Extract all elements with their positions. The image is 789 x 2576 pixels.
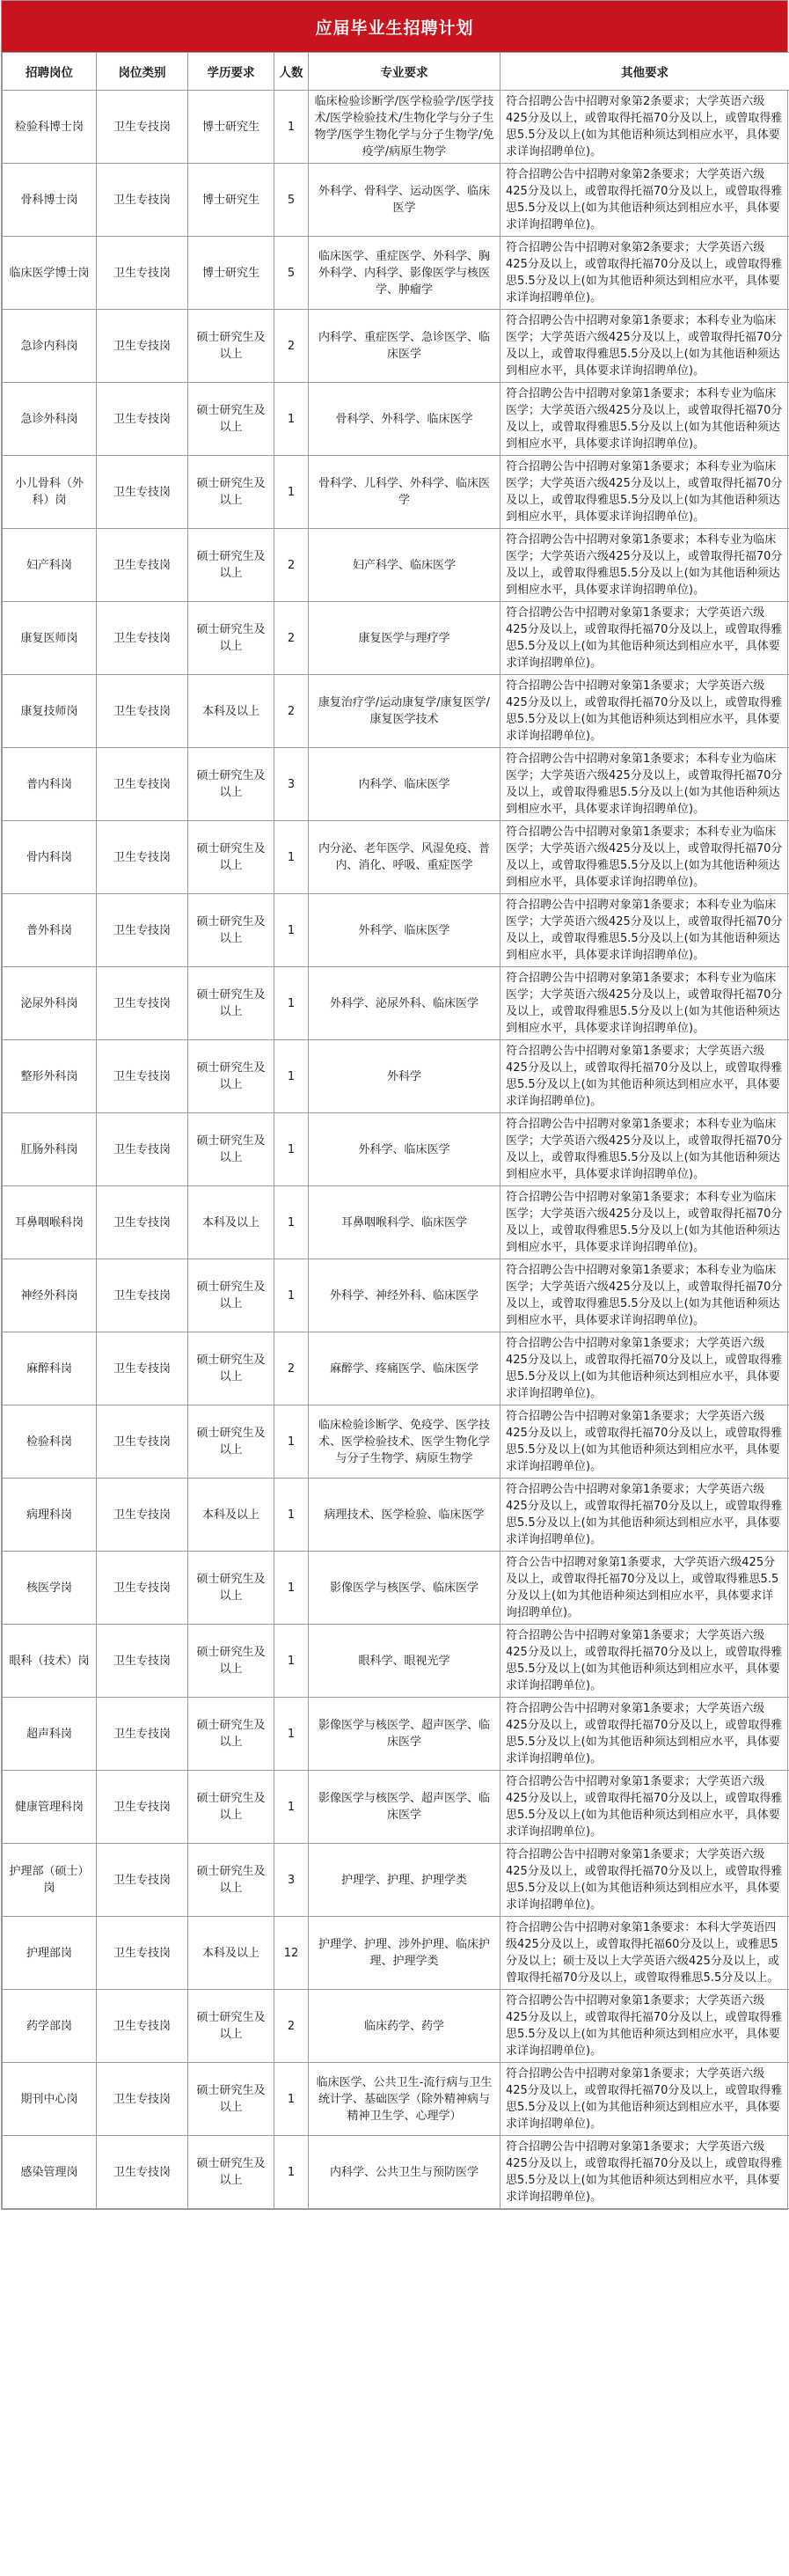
- table-cell-major: 内分泌、老年医学、风湿免疫、普内、消化、呼吸、重症医学: [309, 821, 500, 894]
- table-cell-major: 外科学、骨科学、运动医学、临床医学: [309, 164, 500, 237]
- table-cell-post: 康复医师岗: [3, 602, 97, 675]
- table-cell-major: 外科学、临床医学: [309, 1113, 500, 1186]
- table-cell-post: 临床医学博士岗: [3, 237, 97, 310]
- header-major: 专业要求: [309, 53, 500, 91]
- table-cell-other: 符合招聘公告中招聘对象第1条要求；大学英语六级425分及以上，或曾取得托福70分及以上，或曾取得雅思5.5分及以上(如为其他语种须达到相应水平，具体要求详询招聘单位)。: [500, 675, 789, 748]
- table-cell-count: 1: [274, 1113, 309, 1186]
- table-row: [3, 821, 789, 894]
- table-cell-education: 本科及以上: [188, 1917, 274, 1990]
- table-cell-major: 麻醉学、疼痛医学、临床医学: [309, 1332, 500, 1405]
- table-cell-category: 卫生专技岗: [97, 1186, 188, 1259]
- table-cell-post: 急诊内科岗: [3, 310, 97, 383]
- table-cell-category: 卫生专技岗: [97, 2063, 188, 2136]
- table-cell-other: 符合招聘公告中招聘对象第2条要求；大学英语六级425分及以上，或曾取得托福70分及以上，或曾取得雅思5.5分及以上(如为其他语种须达到相应水平，具体要求详询招聘单位)。: [500, 164, 789, 237]
- table-cell-post: 神经外科岗: [3, 1259, 97, 1332]
- table-cell-education: 本科及以上: [188, 1186, 274, 1259]
- table-cell-major: 耳鼻咽喉科学、临床医学: [309, 1186, 500, 1259]
- table-cell-major: 病理技术、医学检验、临床医学: [309, 1479, 500, 1552]
- table-cell-education: 硕士研究生及以上: [188, 456, 274, 529]
- table-cell-education: 博士研究生: [188, 237, 274, 310]
- table-cell-major: 临床检验诊断学/医学检验学/医学技术/医学检验技术/生物化学与分子生物学/医学生物化学与分子生物学/免疫学/病原生物学: [309, 91, 500, 164]
- table-cell-count: 1: [274, 1186, 309, 1259]
- table-cell-post: 普外科岗: [3, 894, 97, 967]
- table-cell-count: 5: [274, 164, 309, 237]
- table-cell-category: 卫生专技岗: [97, 602, 188, 675]
- recruitment-plan-document: [1, 0, 788, 2210]
- table-row: [3, 529, 789, 602]
- table-cell-education: 硕士研究生及以上: [188, 748, 274, 821]
- table-cell-post: 小儿骨科（外科）岗: [3, 456, 97, 529]
- table-cell-post: 急诊外科岗: [3, 383, 97, 456]
- table-cell-major: 外科学、临床医学: [309, 894, 500, 967]
- table-cell-category: 卫生专技岗: [97, 1990, 188, 2063]
- table-cell-other: 符合招聘公告中招聘对象第1条要求；大学英语六级425分及以上，或曾取得托福70分及以上，或曾取得雅思5.5分及以上(如为其他语种须达到相应水平，具体要求详询招聘单位)。: [500, 1844, 789, 1917]
- table-cell-category: 卫生专技岗: [97, 1332, 188, 1405]
- table-cell-category: 卫生专技岗: [97, 164, 188, 237]
- table-cell-other: 符合招聘公告中招聘对象第2条要求；大学英语六级425分及以上，或曾取得托福70分及以上，或曾取得雅思5.5分及以上(如为其他语种须达到相应水平，具体要求详询招聘单位)。: [500, 91, 789, 164]
- table-cell-post: 超声科岗: [3, 1698, 97, 1771]
- table-cell-count: 1: [274, 1040, 309, 1113]
- table-cell-other: 符合招聘公告中招聘对象第1条要求；本科专业为临床医学；大学英语六级425分及以上，或曾取得托福70分及以上，或曾取得雅思5.5分及以上(如为其他语种须达到相应水平，具体要求详询招聘单位)。: [500, 456, 789, 529]
- header-post: 招聘岗位: [3, 53, 97, 91]
- table-cell-major: 内科学、重症医学、急诊医学、临床医学: [309, 310, 500, 383]
- table-cell-count: 1: [274, 1479, 309, 1552]
- table-cell-major: 骨科学、儿科学、外科学、临床医学: [309, 456, 500, 529]
- table-cell-post: 泌尿外科岗: [3, 967, 97, 1040]
- table-cell-major: 外科学、神经外科、临床医学: [309, 1259, 500, 1332]
- table-cell-count: 2: [274, 310, 309, 383]
- table-cell-category: 卫生专技岗: [97, 237, 188, 310]
- table-cell-count: 1: [274, 1552, 309, 1625]
- table-cell-other: 符合招聘公告中招聘对象第2条要求；大学英语六级425分及以上，或曾取得托福70分及以上，或曾取得雅思5.5分及以上(如为其他语种须达到相应水平，具体要求详询招聘单位)。: [500, 237, 789, 310]
- table-cell-education: 硕士研究生及以上: [188, 821, 274, 894]
- table-cell-education: 硕士研究生及以上: [188, 1625, 274, 1698]
- table-cell-other: 符合招聘公告中招聘对象第1条要求；大学英语六级425分及以上，或曾取得托福70分及以上，或曾取得雅思5.5分及以上(如为其他语种须达到相应水平，具体要求详询招聘单位)。: [500, 1771, 789, 1844]
- table-row: [3, 91, 789, 164]
- table-cell-count: 1: [274, 1259, 309, 1332]
- document-title: 应届毕业生招聘计划: [2, 1, 787, 52]
- table-cell-count: 2: [274, 675, 309, 748]
- table-cell-category: 卫生专技岗: [97, 91, 188, 164]
- table-cell-education: 硕士研究生及以上: [188, 1332, 274, 1405]
- table-cell-major: 康复医学与理疗学: [309, 602, 500, 675]
- table-cell-other: 符合招聘公告中招聘对象第1条要求；本科专业为临床医学；大学英语六级425分及以上，或曾取得托福70分及以上，或曾取得雅思5.5分及以上(如为其他语种须达到相应水平，具体要求详询招聘单位)。: [500, 894, 789, 967]
- table-cell-count: 3: [274, 1844, 309, 1917]
- table-cell-major: 骨科学、外科学、临床医学: [309, 383, 500, 456]
- table-row: [3, 675, 789, 748]
- table-cell-education: 硕士研究生及以上: [188, 1259, 274, 1332]
- table-row: [3, 1917, 789, 1990]
- table-cell-post: 普内科岗: [3, 748, 97, 821]
- table-cell-education: 硕士研究生及以上: [188, 2136, 274, 2209]
- table-cell-post: 病理科岗: [3, 1479, 97, 1552]
- table-cell-education: 硕士研究生及以上: [188, 310, 274, 383]
- table-cell-major: 影像医学与核医学、临床医学: [309, 1552, 500, 1625]
- table-cell-count: 1: [274, 1405, 309, 1479]
- table-cell-category: 卫生专技岗: [97, 1844, 188, 1917]
- table-cell-education: 硕士研究生及以上: [188, 383, 274, 456]
- table-cell-category: 卫生专技岗: [97, 1917, 188, 1990]
- table-cell-other: 符合招聘公告中招聘对象第1条要求；大学英语六级425分及以上，或曾取得托福70分及以上，或曾取得雅思5.5分及以上(如为其他语种须达到相应水平，具体要求详询招聘单位)。: [500, 1479, 789, 1552]
- table-row: [3, 1113, 789, 1186]
- table-cell-education: 硕士研究生及以上: [188, 529, 274, 602]
- table-cell-category: 卫生专技岗: [97, 748, 188, 821]
- table-cell-education: 硕士研究生及以上: [188, 1990, 274, 2063]
- table-cell-category: 卫生专技岗: [97, 1113, 188, 1186]
- table-row: [3, 967, 789, 1040]
- table-cell-count: 2: [274, 1990, 309, 2063]
- table-row: [3, 1625, 789, 1698]
- table-cell-category: 卫生专技岗: [97, 1259, 188, 1332]
- table-cell-category: 卫生专技岗: [97, 1405, 188, 1479]
- table-cell-count: 1: [274, 1771, 309, 1844]
- table-cell-major: 外科学: [309, 1040, 500, 1113]
- header-other: 其他要求: [500, 53, 789, 91]
- table-cell-post: 核医学岗: [3, 1552, 97, 1625]
- table-cell-education: 硕士研究生及以上: [188, 967, 274, 1040]
- table-cell-major: 内科学、公共卫生与预防医学: [309, 2136, 500, 2209]
- table-cell-post: 肛肠外科岗: [3, 1113, 97, 1186]
- table-cell-count: 1: [274, 1625, 309, 1698]
- table-row: [3, 1332, 789, 1405]
- table-cell-other: 符合招聘公告中招聘对象第1条要求；本科专业为临床医学；大学英语六级425分及以上，或曾取得托福70分及以上，或曾取得雅思5.5分及以上(如为其他语种须达到相应水平，具体要求详询招聘单位)。: [500, 1186, 789, 1259]
- table-cell-education: 本科及以上: [188, 1479, 274, 1552]
- table-cell-category: 卫生专技岗: [97, 1698, 188, 1771]
- table-cell-other: 符合招聘公告中招聘对象第1条要求；本科专业为临床医学；大学英语六级425分及以上，或曾取得托福70分及以上，或曾取得雅思5.5分及以上(如为其他语种须达到相应水平，具体要求详询招聘单位)。: [500, 748, 789, 821]
- table-row: [3, 1186, 789, 1259]
- table-cell-count: 2: [274, 602, 309, 675]
- table-cell-major: 临床药学、药学: [309, 1990, 500, 2063]
- table-cell-count: 5: [274, 237, 309, 310]
- table-cell-category: 卫生专技岗: [97, 1771, 188, 1844]
- table-cell-count: 1: [274, 91, 309, 164]
- table-cell-education: 硕士研究生及以上: [188, 602, 274, 675]
- table-cell-education: 硕士研究生及以上: [188, 1552, 274, 1625]
- table-row: [3, 2063, 789, 2136]
- table-cell-category: 卫生专技岗: [97, 675, 188, 748]
- table-cell-education: 博士研究生: [188, 164, 274, 237]
- table-header-row: [3, 53, 789, 91]
- table-row: [3, 383, 789, 456]
- table-cell-education: 硕士研究生及以上: [188, 1405, 274, 1479]
- table-cell-other: 符合招聘公告中招聘对象第1条要求；大学英语六级425分及以上，或曾取得托福70分及以上，或曾取得雅思5.5分及以上(如为其他语种须达到相应水平，具体要求详询招聘单位)。: [500, 1990, 789, 2063]
- table-cell-other: 符合招聘公告中招聘对象第1条要求；大学英语六级425分及以上，或曾取得托福70分及以上，或曾取得雅思5.5分及以上(如为其他语种须达到相应水平，具体要求详询招聘单位)。: [500, 1625, 789, 1698]
- table-cell-other: 符合招聘公告中招聘对象第1条要求；大学英语六级425分及以上，或曾取得托福70分及以上，或曾取得雅思5.5分及以上(如为其他语种须达到相应水平，具体要求详询招聘单位)。: [500, 1405, 789, 1479]
- table-cell-category: 卫生专技岗: [97, 1479, 188, 1552]
- table-cell-count: 1: [274, 1698, 309, 1771]
- table-cell-other: 符合招聘公告中招聘对象第1条要求；大学英语六级425分及以上，或曾取得托福70分及以上，或曾取得雅思5.5分及以上(如为其他语种须达到相应水平，具体要求详询招聘单位)。: [500, 1332, 789, 1405]
- table-cell-count: 1: [274, 967, 309, 1040]
- table-cell-post: 护理部（硕士）岗: [3, 1844, 97, 1917]
- table-cell-other: 符合招聘公告中招聘对象第1条要求；本科专业为临床医学；大学英语六级425分及以上，或曾取得托福70分及以上，或曾取得雅思5.5分及以上(如为其他语种须达到相应水平，具体要求详询招聘单位)。: [500, 383, 789, 456]
- table-cell-other: 符合招聘公告中招聘对象第1条要求；大学英语六级425分及以上，或曾取得托福70分及以上，或曾取得雅思5.5分及以上(如为其他语种须达到相应水平，具体要求详询招聘单位)。: [500, 2136, 789, 2209]
- table-cell-other: 符合招聘公告中招聘对象第1条要求；本科专业为临床医学；大学英语六级425分及以上，或曾取得托福70分及以上，或曾取得雅思5.5分及以上(如为其他语种须达到相应水平，具体要求详询招聘单位)。: [500, 1259, 789, 1332]
- table-cell-education: 本科及以上: [188, 675, 274, 748]
- table-cell-count: 3: [274, 748, 309, 821]
- table-cell-category: 卫生专技岗: [97, 383, 188, 456]
- table-cell-post: 感染管理岗: [3, 2136, 97, 2209]
- table-cell-count: 1: [274, 894, 309, 967]
- table-row: [3, 894, 789, 967]
- table-row: [3, 164, 789, 237]
- table-cell-category: 卫生专技岗: [97, 456, 188, 529]
- table-cell-count: 1: [274, 2136, 309, 2209]
- table-cell-post: 护理部岗: [3, 1917, 97, 1990]
- table-cell-category: 卫生专技岗: [97, 967, 188, 1040]
- table-cell-other: 符合招聘公告中招聘对象第1条要求；大学英语六级425分及以上，或曾取得托福70分及以上，或曾取得雅思5.5分及以上(如为其他语种须达到相应水平，具体要求详询招聘单位)。: [500, 2063, 789, 2136]
- table-cell-major: 影像医学与核医学、超声医学、临床医学: [309, 1698, 500, 1771]
- table-cell-post: 期刊中心岗: [3, 2063, 97, 2136]
- table-cell-major: 临床检验诊断学、免疫学、医学技术、医学检验技术、医学生物化学与分子生物学、病原生物学: [309, 1405, 500, 1479]
- table-cell-major: 护理学、护理、涉外护理、临床护理、护理学类: [309, 1917, 500, 1990]
- table-cell-other: 符合招聘公告中招聘对象第1条要求；大学英语六级425分及以上，或曾取得托福70分及以上，或曾取得雅思5.5分及以上(如为其他语种须达到相应水平，具体要求详询招聘单位)。: [500, 602, 789, 675]
- table-cell-post: 麻醉科岗: [3, 1332, 97, 1405]
- table-cell-education: 硕士研究生及以上: [188, 1040, 274, 1113]
- header-category: 岗位类别: [97, 53, 188, 91]
- table-cell-other: 符合招聘公告中招聘对象第1条要求；大学英语六级425分及以上，或曾取得托福70分及以上，或曾取得雅思5.5分及以上(如为其他语种须达到相应水平，具体要求详询招聘单位)。: [500, 1698, 789, 1771]
- table-cell-count: 2: [274, 529, 309, 602]
- table-cell-education: 硕士研究生及以上: [188, 1113, 274, 1186]
- table-cell-major: 临床医学、公共卫生-流行病与卫生统计学、基础医学（除外精神病与精神卫生学、心理学）: [309, 2063, 500, 2136]
- table-cell-post: 眼科（技术）岗: [3, 1625, 97, 1698]
- table-cell-post: 耳鼻咽喉科岗: [3, 1186, 97, 1259]
- table-cell-count: 2: [274, 1332, 309, 1405]
- table-cell-post: 骨科博士岗: [3, 164, 97, 237]
- table-cell-other: 符合招聘公告中招聘对象第1条要求；本科专业为临床医学；大学英语六级425分及以上，或曾取得托福70分及以上，或曾取得雅思5.5分及以上(如为其他语种须达到相应水平，具体要求详询招聘单位)。: [500, 821, 789, 894]
- table-cell-post: 检验科博士岗: [3, 91, 97, 164]
- table-cell-education: 硕士研究生及以上: [188, 2063, 274, 2136]
- table-cell-major: 康复治疗学/运动康复学/康复医学/康复医学技术: [309, 675, 500, 748]
- table-row: [3, 1405, 789, 1479]
- table-row: [3, 1698, 789, 1771]
- table-cell-other: 符合公告中招聘对象第1条要求，大学英语六级425分及以上，或曾取得托福70分及以上，或曾取得雅思5.5分及以上(如为其他语种须达到相应水平，具体要求详询招聘单位)。: [500, 1552, 789, 1625]
- table-cell-count: 12: [274, 1917, 309, 1990]
- table-cell-count: 1: [274, 456, 309, 529]
- table-cell-post: 妇产科岗: [3, 529, 97, 602]
- table-cell-other: 符合招聘公告中招聘对象第1条要求；本科专业为临床医学；大学英语六级425分及以上，或曾取得托福70分及以上，或曾取得雅思5.5分及以上(如为其他语种须达到相应水平，具体要求详询招聘单位)。: [500, 529, 789, 602]
- table-cell-category: 卫生专技岗: [97, 894, 188, 967]
- table-cell-count: 1: [274, 2063, 309, 2136]
- table-cell-education: 硕士研究生及以上: [188, 1771, 274, 1844]
- table-row: [3, 310, 789, 383]
- table-cell-education: 硕士研究生及以上: [188, 1844, 274, 1917]
- table-cell-post: 检验科岗: [3, 1405, 97, 1479]
- table-cell-post: 骨内科岗: [3, 821, 97, 894]
- table-row: [3, 1259, 789, 1332]
- table-cell-category: 卫生专技岗: [97, 1625, 188, 1698]
- table-cell-education: 硕士研究生及以上: [188, 1698, 274, 1771]
- table-cell-other: 符合招聘公告中招聘对象第1条要求；本科专业为临床医学；大学英语六级425分及以上，或曾取得托福70分及以上，或曾取得雅思5.5分及以上(如为其他语种须达到相应水平，具体要求详询招聘单位)。: [500, 1113, 789, 1186]
- table-cell-category: 卫生专技岗: [97, 1552, 188, 1625]
- table-cell-major: 眼科学、眼视光学: [309, 1625, 500, 1698]
- table-cell-major: 妇产科学、临床医学: [309, 529, 500, 602]
- table-cell-category: 卫生专技岗: [97, 821, 188, 894]
- table-row: [3, 1040, 789, 1113]
- table-cell-category: 卫生专技岗: [97, 310, 188, 383]
- table-cell-other: 符合招聘公告中招聘对象第1条要求；本科专业为临床医学；大学英语六级425分及以上，或曾取得托福70分及以上，或曾取得雅思5.5分及以上(如为其他语种须达到相应水平，具体要求详询招聘单位)。: [500, 967, 789, 1040]
- table-cell-category: 卫生专技岗: [97, 529, 188, 602]
- header-count: 人数: [274, 53, 309, 91]
- header-education: 学历要求: [188, 53, 274, 91]
- table-row: [3, 1552, 789, 1625]
- table-cell-other: 符合招聘公告中招聘对象第1条要求；本科专业为临床医学；大学英语六级425分及以上，或曾取得托福70分及以上，或曾取得雅思5.5分及以上(如为其他语种须达到相应水平，具体要求详询招聘单位)。: [500, 310, 789, 383]
- table-cell-category: 卫生专技岗: [97, 2136, 188, 2209]
- table-cell-post: 整形外科岗: [3, 1040, 97, 1113]
- table-cell-category: 卫生专技岗: [97, 1040, 188, 1113]
- table-row: [3, 237, 789, 310]
- table-row: [3, 748, 789, 821]
- table-cell-count: 1: [274, 383, 309, 456]
- table-cell-major: 外科学、泌尿外科、临床医学: [309, 967, 500, 1040]
- table-cell-education: 硕士研究生及以上: [188, 894, 274, 967]
- table-cell-post: 健康管理科岗: [3, 1771, 97, 1844]
- table-cell-major: 护理学、护理、护理学类: [309, 1844, 500, 1917]
- table-cell-education: 博士研究生: [188, 91, 274, 164]
- table-cell-major: 内科学、临床医学: [309, 748, 500, 821]
- table-body: [3, 91, 789, 2209]
- table-cell-count: 1: [274, 821, 309, 894]
- table-row: [3, 1990, 789, 2063]
- table-cell-post: 康复技师岗: [3, 675, 97, 748]
- table-row: [3, 602, 789, 675]
- table-cell-other: 符合招聘公告中招聘对象第1条要求；大学英语六级425分及以上，或曾取得托福70分及以上，或曾取得雅思5.5分及以上(如为其他语种须达到相应水平，具体要求详询招聘单位)。: [500, 1040, 789, 1113]
- table-cell-post: 药学部岗: [3, 1990, 97, 2063]
- table-row: [3, 1771, 789, 1844]
- table-row: [3, 2136, 789, 2209]
- table-row: [3, 456, 789, 529]
- table-cell-other: 符合招聘公告中招聘对象第1条要求：本科大学英语四级425分及以上，或曾取得托福60分及以上，或雅思5分及以上；硕士及以上大学英语六级425分及以上，或曾取得托福70分及以上，或曾取得雅思5.5分及以上。: [500, 1917, 789, 1990]
- recruitment-table: [2, 52, 789, 2209]
- table-cell-major: 影像医学与核医学、超声医学、临床医学: [309, 1771, 500, 1844]
- table-row: [3, 1479, 789, 1552]
- table-row: [3, 1844, 789, 1917]
- table-cell-major: 临床医学、重症医学、外科学、胸外科学、内科学、影像医学与核医学、肿瘤学: [309, 237, 500, 310]
